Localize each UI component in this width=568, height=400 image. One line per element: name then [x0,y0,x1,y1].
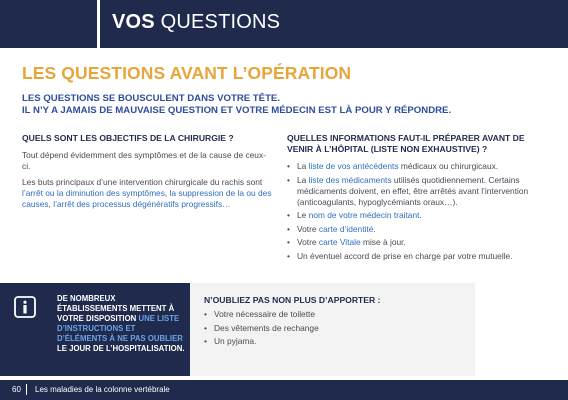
left-paragraph-2 [22,177,272,210]
info-icon [14,296,36,318]
footer-separator [26,384,27,395]
list-item: • Votre nécessaire de toilette [204,309,464,320]
item-highlight: carte d’identité [318,223,374,234]
left-question-title: QUELS SONT LES OBJECTIFS DE LA CHIRURGIE ? [22,133,234,143]
item-prefix: Votre [297,237,319,247]
header-accent-bar [97,0,100,48]
header-title-bold: VOS [112,11,155,33]
page-header [0,0,568,48]
remember-list [204,309,464,350]
left-paragraph-1: Tout dépend évidemment des symptômes et de la cause de ceux-ci. [22,150,266,171]
right-column [287,133,549,264]
info-note-box [0,283,190,376]
section-intro [22,93,552,117]
footer-book-title: Les maladies de la colonne vertébrale [35,385,170,394]
item-highlight: nom de votre médecin traitant [308,210,420,220]
para2-sep-2: , [48,199,54,209]
section-title: LES QUESTIONS AVANT L’OPÉRATION [22,63,352,83]
info-checklist [287,161,549,262]
list-item [287,237,549,248]
item-highlight: carte Vitale [318,237,361,247]
item-prefix: La [297,161,309,171]
remember-box [190,283,475,376]
info-note-text [57,294,185,354]
item-highlight: liste de vos antécédents [308,161,399,171]
note-text-part-1: DE NOMBREUX ÉTABLISSEMENTS METTENT À VOTRE DISPOSITION [57,294,175,323]
item-suffix: mise à jour. [360,237,406,247]
para2-sep-1: , [164,188,170,198]
item-prefix: Le [297,210,309,220]
intro-line-1: LES QUESTIONS SE BOUSCULENT DANS VOTRE TÊTE. [22,93,280,104]
list-item [287,251,549,262]
page-footer [0,380,568,400]
list-item: • Un pyjama. [204,336,464,347]
list-item [287,224,549,235]
para2-highlight-3: l’arrêt des processus dégénératifs progressifs… [53,199,231,209]
list-item [287,175,549,208]
item-prefix: La [297,174,309,185]
item-suffix: utilisés quotidiennement. Certains médicaments doivent, en effet, être arrêtés avant l’intervention (anticoagulants, hypoglycémiants oraux…). [297,174,529,207]
item-highlight: liste des médicaments [308,174,392,185]
note-text-part-2: LE JOUR DE L’HOSPITALISATION. [57,344,185,353]
item-suffix: . [419,210,422,220]
note-text-highlight: UNE LISTE D’INSTRUCTIONS ET D’ÉLÉMENTS À NE PAS OUBLIER [57,314,183,343]
list-item [287,210,549,221]
header-title-rest: QUESTIONS [154,11,281,33]
header-title [112,11,280,34]
right-question-title: QUELLES INFORMATIONS FAUT-IL PRÉPARER AVANT DE VENIR À L’HÔPITAL (LISTE NON EXHAUSTIVE) ? [287,133,525,154]
intro-line-2: IL N’Y A JAMAIS DE MAUVAISE QUESTION ET VOTRE MÉDECIN EST LÀ POUR Y RÉPONDRE. [22,105,452,116]
list-item [287,161,549,172]
item-prefix: Votre [297,223,319,234]
item-suffix: Un éventuel accord de prise en charge par votre mutuelle. [297,250,513,261]
item-suffix: médicaux ou chirurgicaux. [398,161,499,171]
para2-text-start: Les buts principaux d’une intervention chirurgicale du rachis sont [22,177,263,187]
list-item: • Des vêtements de rechange [204,323,464,334]
remember-title: N’OUBLIEZ PAS NON PLUS D’APPORTER : [204,295,381,305]
item-suffix: . [373,223,376,234]
page-number: 60 [12,385,21,394]
para2-highlight-1: l’arrêt ou la diminution des symptômes [22,188,165,198]
left-column [22,133,272,215]
para2-highlight-2: la suppression de la ou des causes [22,188,272,209]
